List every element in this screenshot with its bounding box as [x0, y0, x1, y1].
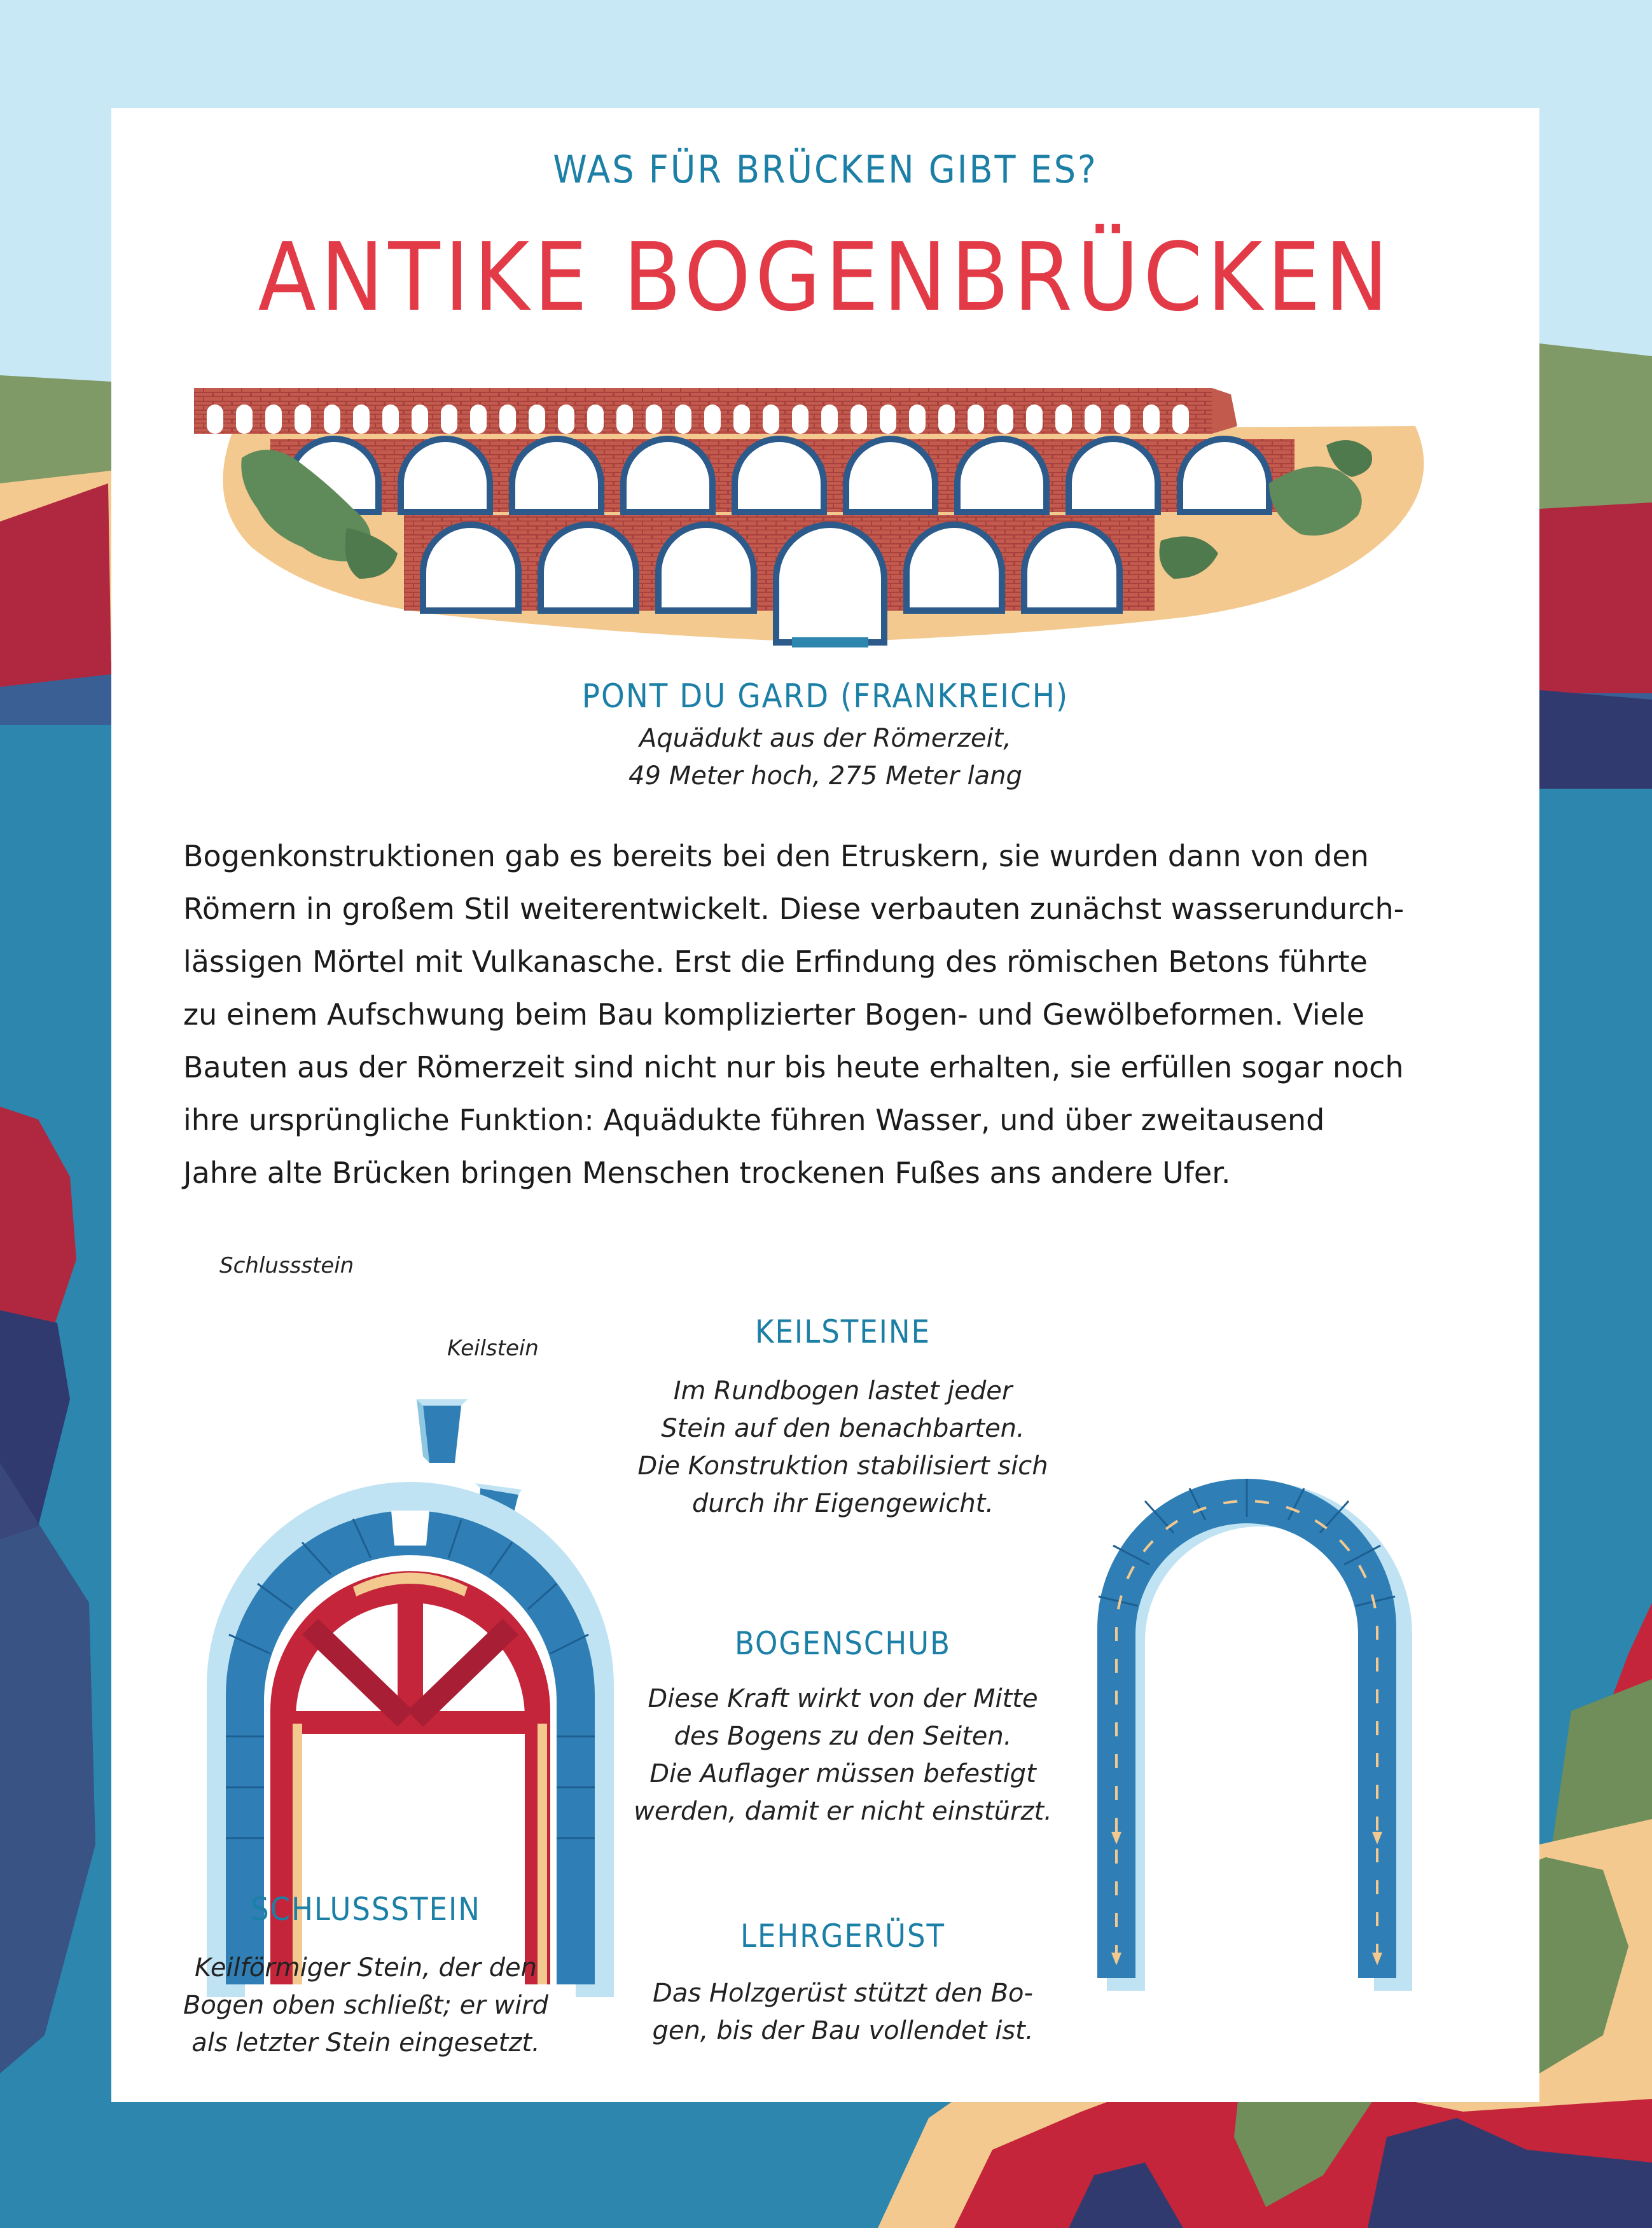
text-lehrgeruest	[607, 1975, 1078, 2050]
text-line: als letzter Stein eingesetzt.	[191, 2028, 540, 2058]
text-line: werden, damit er nicht einstürzt.	[634, 1797, 1052, 1826]
pont-du-gard-illustration	[194, 388, 1460, 661]
body-line: Römern in großem Stil weiterentwickelt. Diese verbauten zunächst wasserundurch-	[183, 892, 1405, 926]
text-line: Bogen oben schließt; er wird	[183, 1991, 549, 2020]
arch-thrust-illustration	[1085, 1387, 1441, 2003]
text-schlussstein	[162, 1949, 569, 2062]
text-line: Das Holzgerüst stützt den Bo-	[653, 1979, 1033, 2008]
heading-bogenschub: BOGENSCHUB	[735, 1625, 951, 1662]
body-text	[183, 830, 1475, 1200]
heading-keilsteine: KEILSTEINE	[755, 1313, 931, 1350]
text-line: Stein auf den benachbarten.	[661, 1414, 1025, 1443]
text-line: Die Auflager müssen befestigt	[649, 1759, 1036, 1789]
body-line: lässigen Mörtel mit Vulkanasche. Erst die Erfindung des römischen Betons führte	[183, 944, 1368, 979]
text-keilsteine	[607, 1373, 1078, 1523]
label-schlussstein: Schlussstein	[219, 1253, 354, 1278]
bridge-name: PONT DU GARD (FRANKREICH)	[581, 677, 1069, 716]
body-line: Bauten aus der Römerzeit sind nicht nur bis heute erhalten, sie erfüllen sogar noch	[183, 1050, 1404, 1084]
page-title: ANTIKE BOGENBRÜCKEN	[258, 223, 1393, 332]
text-line: Diese Kraft wirkt von der Mitte	[648, 1684, 1038, 1713]
heading-schlussstein: SCHLUSSSTEIN	[251, 1891, 481, 1928]
body-line: ihre ursprüngliche Funktion: Aquädukte führen Wasser, und über zweitausend	[183, 1103, 1325, 1137]
text-bogenschub	[607, 1680, 1078, 1830]
text-line: durch ihr Eigengewicht.	[691, 1489, 994, 1518]
page-kicker: WAS FÜR BRÜCKEN GIBT ES?	[553, 148, 1098, 192]
heading-lehrgeruest: LEHRGERÜST	[740, 1918, 946, 1955]
text-line: Im Rundbogen lastet jeder	[673, 1376, 1013, 1406]
text-line: gen, bis der Bau vollendet ist.	[652, 2016, 1034, 2045]
text-line: Die Konstruktion stabilisiert sich	[637, 1451, 1048, 1481]
bridge-caption-line-2: 49 Meter hoch, 275 Meter lang	[628, 761, 1022, 791]
bridge-caption-line-1: Aquädukt aus der Römerzeit,	[639, 724, 1011, 753]
body-line: Bogenkonstruktionen gab es bereits bei den Etruskern, sie wurden dann von den	[183, 839, 1369, 873]
label-keilstein: Keilstein	[447, 1336, 539, 1361]
text-line: des Bogens zu den Seiten.	[674, 1722, 1012, 1751]
body-line: zu einem Aufschwung beim Bau komplizierter Bogen- und Gewölbeformen. Viele	[183, 997, 1365, 1032]
content-card	[111, 108, 1539, 2102]
text-line: Keilförmiger Stein, der den	[195, 1953, 537, 1982]
body-line: Jahre alte Brücken bringen Menschen trockenen Fußes ans andere Ufer.	[183, 1156, 1231, 1190]
